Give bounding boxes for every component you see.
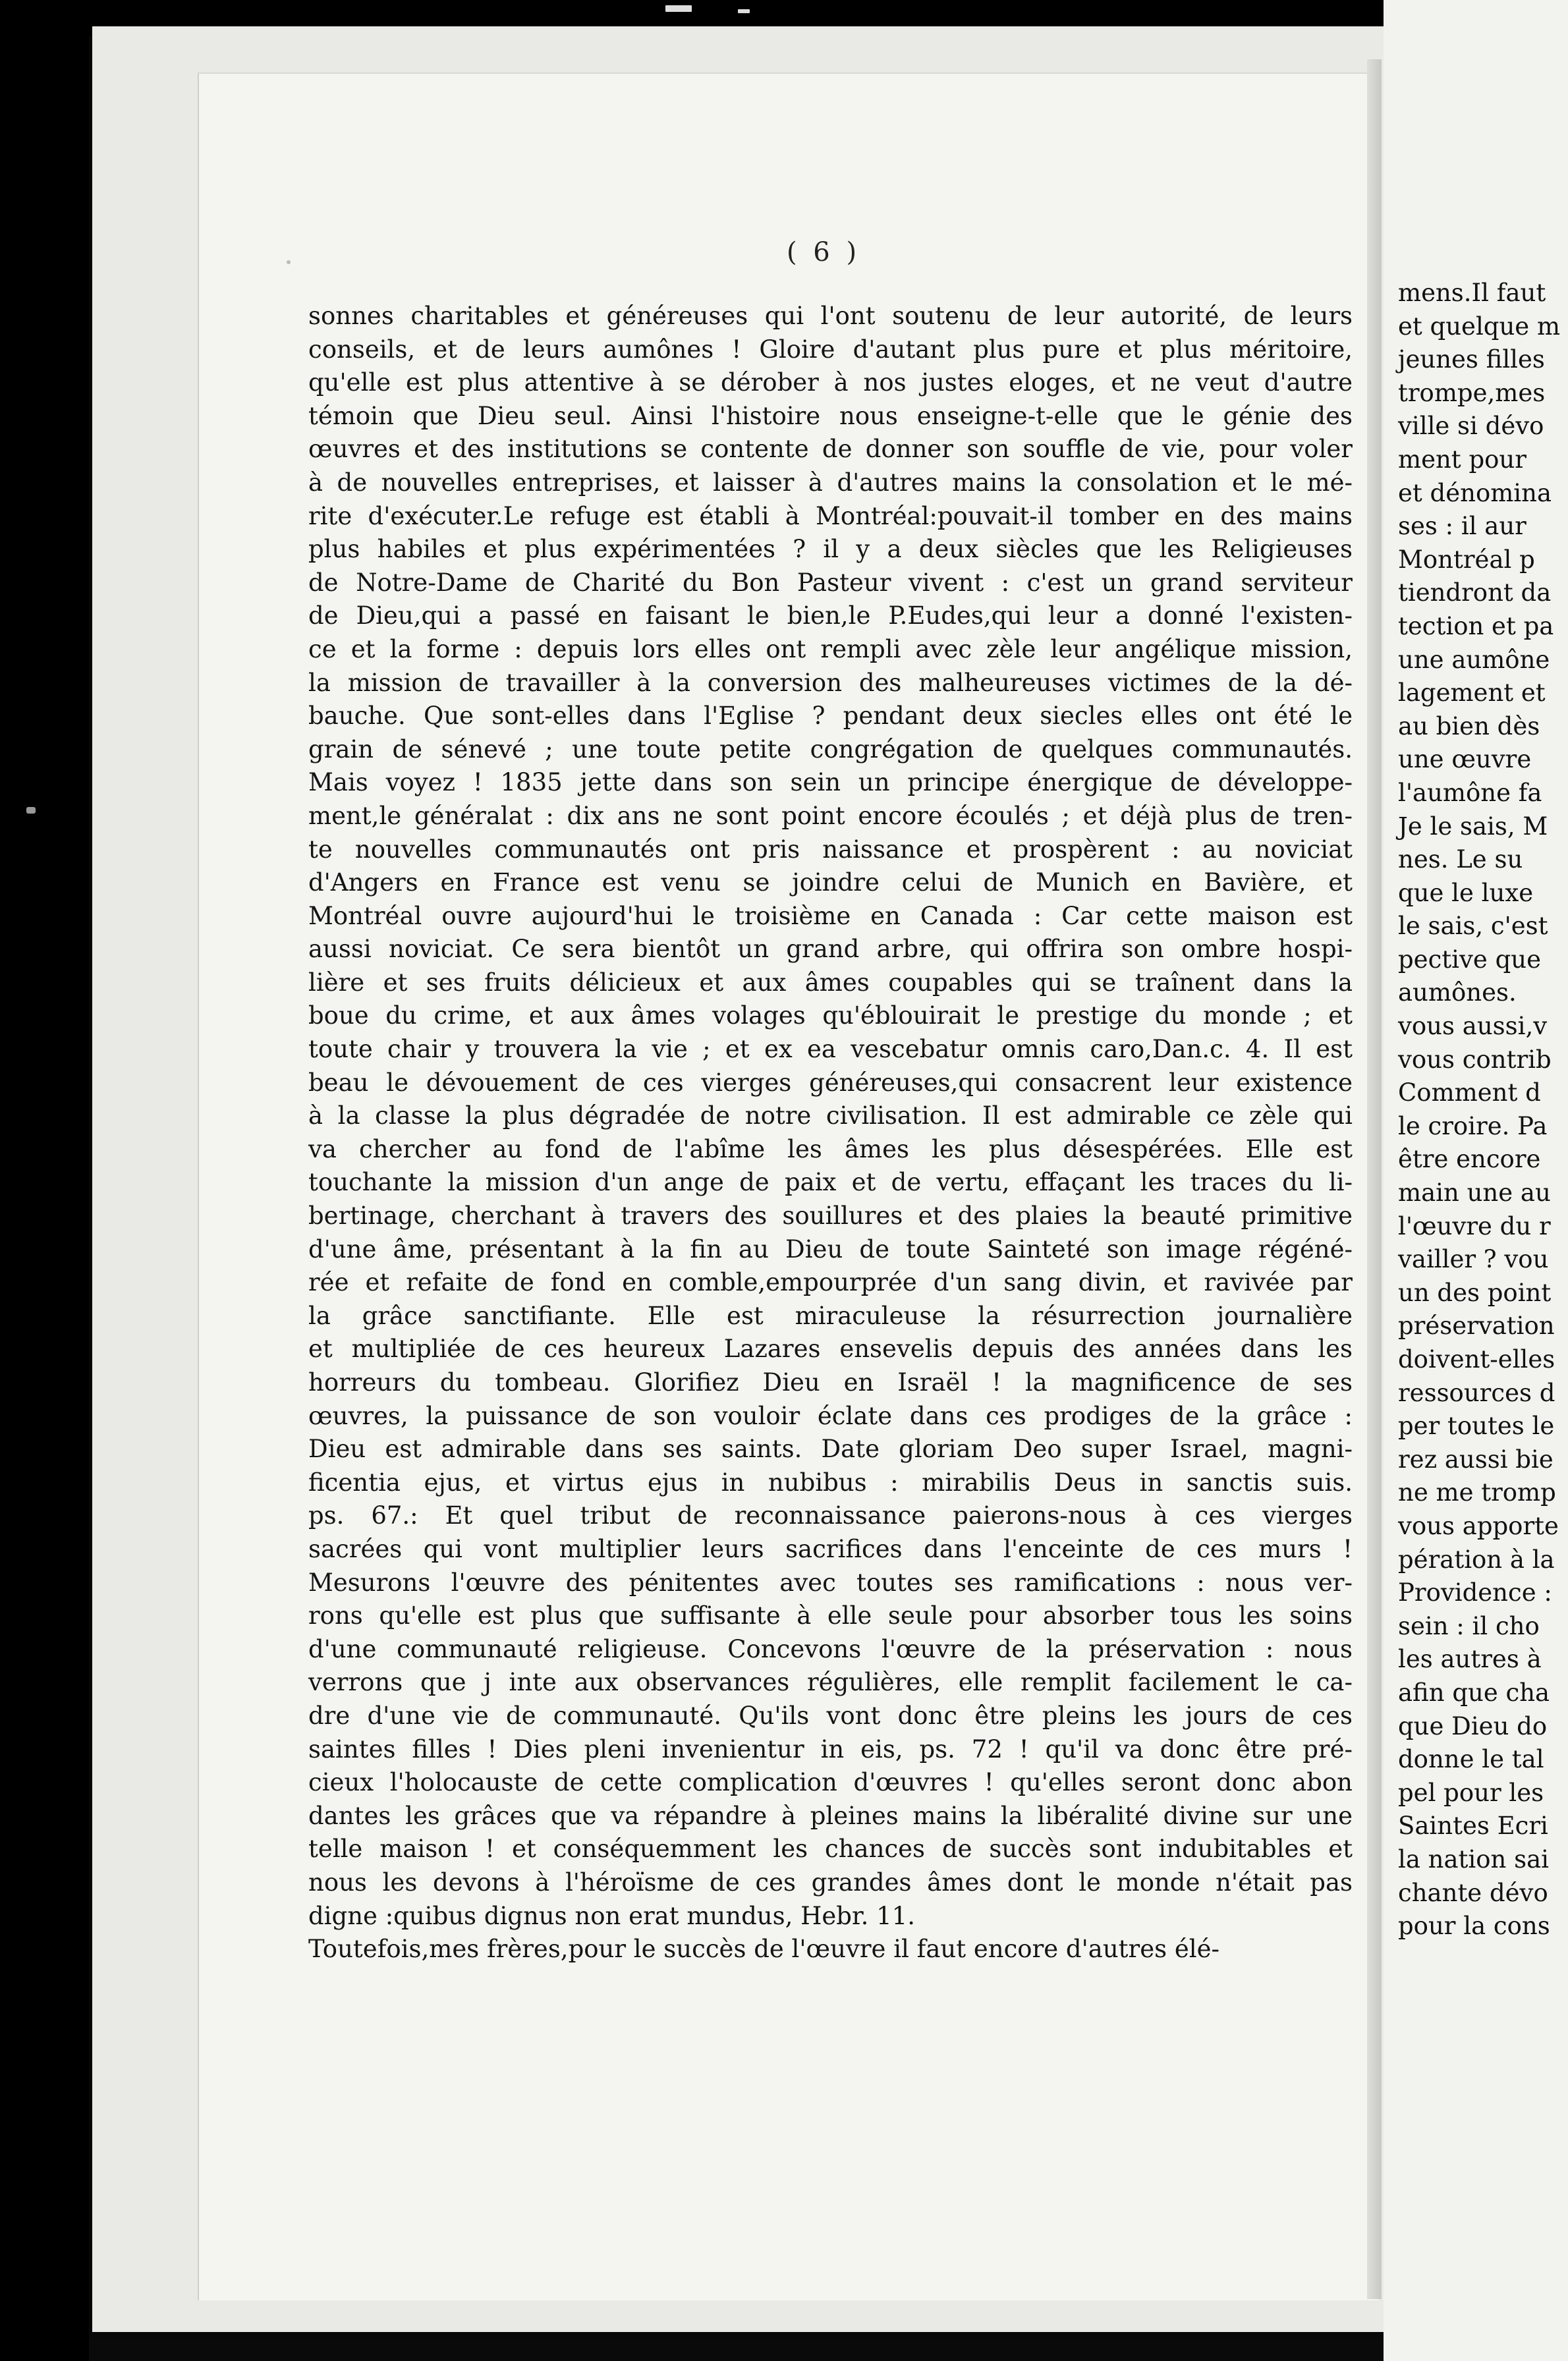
text-line: la mission de travailler à la conversion des malheureuses victimes de la dé- bbox=[308, 668, 1353, 697]
text-line: de Notre-Dame de Charité du Bon Pasteur vivent : c'est un grand serviteur bbox=[308, 568, 1353, 597]
adjacent-text-line: ne me tromp bbox=[1398, 1478, 1556, 1507]
text-line: touchante la mission d'un ange de paix et de vertu, effaçant les traces du li- bbox=[308, 1168, 1353, 1197]
page-fold-edge bbox=[1367, 59, 1382, 2299]
text-line: Toutefois,mes frères,pour le succès de l'œuvre il faut encore d'autres élé- bbox=[308, 1935, 1220, 1964]
text-line: dantes les grâces que va répandre à pleines mains la libéralité divine sur une bbox=[308, 1801, 1353, 1830]
adjacent-text-line: le sais, c'est bbox=[1398, 912, 1548, 941]
text-line: d'une communauté religieuse. Concevons l'œuvre de la préservation : nous bbox=[308, 1634, 1353, 1663]
scanner-background-left bbox=[0, 0, 89, 2361]
adjacent-text-line: la nation sai bbox=[1398, 1845, 1549, 1874]
adjacent-text-line: une aumône bbox=[1398, 645, 1550, 674]
adjacent-text-line: Providence : bbox=[1398, 1578, 1552, 1607]
text-line: Montréal ouvre aujourd'hui le troisième en Canada : Car cette maison est bbox=[308, 901, 1353, 930]
text-line: telle maison ! et conséquemment les chances de succès sont indubitables et bbox=[308, 1835, 1353, 1864]
text-line: qu'elle est plus attentive à se dérober à nos justes eloges, et ne veut d'autre bbox=[308, 368, 1353, 397]
adjacent-text-line: préservation bbox=[1398, 1312, 1555, 1341]
adjacent-text-line: le croire. Pa bbox=[1398, 1111, 1548, 1140]
adjacent-text-line: pective que bbox=[1398, 945, 1541, 974]
adjacent-text-line: un des point bbox=[1398, 1278, 1552, 1307]
text-line: rite d'exécuter.Le refuge est établi à Montréal:pouvait-il tomber en des mains bbox=[308, 501, 1353, 530]
adjacent-text-line: que Dieu do bbox=[1398, 1711, 1548, 1740]
text-line: horreurs du tombeau. Glorifiez Dieu en Israël ! la magnificence de ses bbox=[308, 1368, 1353, 1397]
adjacent-text-line: une œuvre bbox=[1398, 745, 1532, 774]
text-line: dre d'une vie de communauté. Qu'ils vont donc être pleins les jours de ces bbox=[308, 1701, 1353, 1730]
adjacent-text-line: être encore bbox=[1398, 1145, 1541, 1174]
adjacent-text-line: pération à la bbox=[1398, 1545, 1555, 1574]
text-line: d'une âme, présentant à la fin au Dieu de toute Sainteté son image régéné- bbox=[308, 1235, 1353, 1264]
text-line: ficentia ejus, et virtus ejus in nubibus : mirabilis Deus in sanctis suis. bbox=[308, 1468, 1353, 1497]
adjacent-text-line: que le luxe bbox=[1398, 878, 1534, 907]
text-line: rée et refaite de fond en comble,empourprée d'un sang divin, et ravivée par bbox=[308, 1268, 1353, 1297]
adjacent-text-line: pel pour les bbox=[1398, 1778, 1544, 1807]
text-line: et multipliée de ces heureux Lazares ensevelis depuis des années dans les bbox=[308, 1335, 1353, 1364]
adjacent-text-line: vous contrib bbox=[1398, 1045, 1552, 1074]
adjacent-text-line: les autres à bbox=[1398, 1645, 1542, 1674]
text-line: la grâce sanctifiante. Elle est miraculeuse la résurrection journalière bbox=[308, 1301, 1353, 1330]
text-line: conseils, et de leurs aumônes ! Gloire d'autant plus pure et plus méritoire, bbox=[308, 335, 1353, 364]
adjacent-text-line: donne le tal bbox=[1398, 1745, 1544, 1774]
adjacent-text-line: main une au bbox=[1398, 1179, 1551, 1208]
adjacent-text-line: mens.Il faut bbox=[1398, 279, 1546, 307]
adjacent-text-line: Montréal p bbox=[1398, 545, 1535, 574]
adjacent-text-line: et quelque m bbox=[1398, 312, 1561, 341]
text-line: te nouvelles communautés ont pris naissance et prospèrent : au noviciat bbox=[308, 835, 1353, 864]
text-line: ce et la forme : depuis lors elles ont rempli avec zèle leur angélique mission, bbox=[308, 634, 1353, 663]
page-body-text bbox=[308, 300, 1353, 1966]
adjacent-text-line: doivent-elles bbox=[1398, 1345, 1555, 1374]
text-line: aussi noviciat. Ce sera bientôt un grand arbre, qui offrira son ombre hospi- bbox=[308, 935, 1353, 964]
text-line: cieux l'holocauste de cette complication d'œuvres ! qu'elles seront donc abon bbox=[308, 1768, 1353, 1797]
text-line: rons qu'elle est plus que suffisante à elle seule pour absorber tous les soins bbox=[308, 1601, 1353, 1630]
adjacent-text-line: sein : il cho bbox=[1398, 1611, 1540, 1640]
adjacent-text-line: l'aumône fa bbox=[1398, 778, 1542, 807]
adjacent-text-line: vous apporte bbox=[1398, 1511, 1559, 1540]
adjacent-text-line: tiendront da bbox=[1398, 578, 1552, 607]
adjacent-text-line: nes. Le su bbox=[1398, 845, 1523, 874]
adjacent-text-line: ville si dévo bbox=[1398, 412, 1544, 441]
text-line: digne :quibus dignus non erat mundus, Hebr. 11. bbox=[308, 1901, 915, 1930]
scan-speck bbox=[738, 9, 750, 13]
page-number: ( 6 ) bbox=[786, 237, 861, 267]
adjacent-text-line: lagement et bbox=[1398, 679, 1546, 708]
adjacent-text-line: rez aussi bie bbox=[1398, 1445, 1554, 1474]
adjacent-text-line: Je le sais, M bbox=[1398, 812, 1548, 841]
adjacent-text-line: Saintes Ecri bbox=[1398, 1812, 1548, 1841]
text-line: nous les devons à l'héroïsme de ces grandes âmes dont le monde n'était pas bbox=[308, 1868, 1353, 1897]
scan-speck bbox=[26, 807, 36, 814]
text-line: verrons que j inte aux observances régulières, elle remplit facilement le ca- bbox=[308, 1668, 1353, 1697]
text-line: d'Angers en France est venu se joindre celui de Munich en Bavière, et bbox=[308, 868, 1353, 897]
text-line: ment,le généralat : dix ans ne sont point encore écoulés ; et déjà plus de tren- bbox=[308, 801, 1353, 830]
text-line: beau le dévouement de ces vierges généreuses,qui consacrent leur existence bbox=[308, 1068, 1353, 1097]
adjacent-text-line: vous aussi,v bbox=[1398, 1012, 1548, 1041]
text-line: œuvres et des institutions se contente de donner son souffle de vie, pour voler bbox=[308, 435, 1353, 464]
text-line: boue du crime, et aux âmes volages qu'éblouirait le prestige du monde ; et bbox=[308, 1001, 1353, 1030]
adjacent-text-line: tection et pa bbox=[1398, 611, 1554, 640]
adjacent-text-line: l'œuvre du r bbox=[1398, 1211, 1551, 1240]
adjacent-page-cropped bbox=[1384, 0, 1568, 2361]
adjacent-text-line: afin que cha bbox=[1398, 1678, 1550, 1707]
text-line: bauche. Que sont-elles dans l'Eglise ? pendant deux siecles elles ont été le bbox=[308, 702, 1353, 731]
text-line: va chercher au fond de l'abîme les âmes les plus désespérées. Elle est bbox=[308, 1134, 1353, 1163]
adjacent-text-line: Comment d bbox=[1398, 1078, 1541, 1107]
text-line: œuvres, la puissance de son vouloir éclate dans ces prodiges de la grâce : bbox=[308, 1401, 1353, 1430]
adjacent-text-line: pour la cons bbox=[1398, 1912, 1550, 1941]
text-line: Dieu est admirable dans ses saints. Date gloriam Deo super Israel, magni- bbox=[308, 1435, 1353, 1464]
text-line: ps. 67.: Et quel tribut de reconnaissance paierons-nous à ces vierges bbox=[308, 1501, 1353, 1530]
adjacent-text-line: ses : il aur bbox=[1398, 512, 1526, 541]
adjacent-text-line: au bien dès bbox=[1398, 711, 1540, 740]
text-line: saintes filles ! Dies pleni invenientur in eis, ps. 72 ! qu'il va donc être pré- bbox=[308, 1735, 1353, 1764]
text-line: plus habiles et plus expérimentées ? il y a deux siècles que les Religieuses bbox=[308, 535, 1353, 564]
text-line: de Dieu,qui a passé en faisant le bien,le P.Eudes,qui leur a donné l'existen- bbox=[308, 601, 1353, 630]
adjacent-text-line: ressources d bbox=[1398, 1378, 1555, 1407]
text-line: sacrées qui vont multiplier leurs sacrifices dans l'enceinte de ces murs ! bbox=[308, 1534, 1353, 1563]
text-line: témoin que Dieu seul. Ainsi l'histoire nous enseigne-t-elle que le génie des bbox=[308, 401, 1353, 430]
adjacent-text-line: jeunes filles bbox=[1398, 345, 1545, 374]
adjacent-text-line: trompe,mes bbox=[1398, 378, 1546, 407]
adjacent-text-line: ment pour bbox=[1398, 445, 1526, 474]
text-line: lière et ses fruits délicieux et aux âmes coupables qui se traînent dans la bbox=[308, 968, 1353, 997]
adjacent-text-line: chante dévo bbox=[1398, 1878, 1548, 1907]
adjacent-text-line: vailler ? vou bbox=[1398, 1245, 1549, 1274]
text-line: sonnes charitables et généreuses qui l'ont soutenu de leur autorité, de leurs bbox=[308, 302, 1353, 330]
scan-speck bbox=[287, 260, 291, 264]
adjacent-text-line: per toutes le bbox=[1398, 1412, 1555, 1441]
adjacent-text-line: et dénomina bbox=[1398, 478, 1552, 507]
text-line: toute chair y trouvera la vie ; et ex ea vescebatur omnis caro,Dan.c. 4. Il est bbox=[308, 1035, 1353, 1064]
text-line: bertinage, cherchant à travers des souillures et des plaies la beauté primitive bbox=[308, 1202, 1353, 1231]
text-line: grain de sénevé ; une toute petite congrégation de quelques communautés. bbox=[308, 735, 1353, 764]
text-line: Mais voyez ! 1835 jette dans son sein un principe énergique de développe- bbox=[308, 768, 1353, 797]
adjacent-text-line: aumônes. bbox=[1398, 978, 1517, 1007]
adjacent-page-text bbox=[1398, 277, 1568, 1943]
scan-speck bbox=[665, 5, 692, 12]
text-line: Mesurons l'œuvre des pénitentes avec toutes ses ramifications : nous ver- bbox=[308, 1568, 1353, 1597]
text-line: à la classe la plus dégradée de notre civilisation. Il est admirable ce zèle qui bbox=[308, 1101, 1353, 1130]
text-line: à de nouvelles entreprises, et laisser à d'autres mains la consolation et le mé- bbox=[308, 468, 1353, 497]
